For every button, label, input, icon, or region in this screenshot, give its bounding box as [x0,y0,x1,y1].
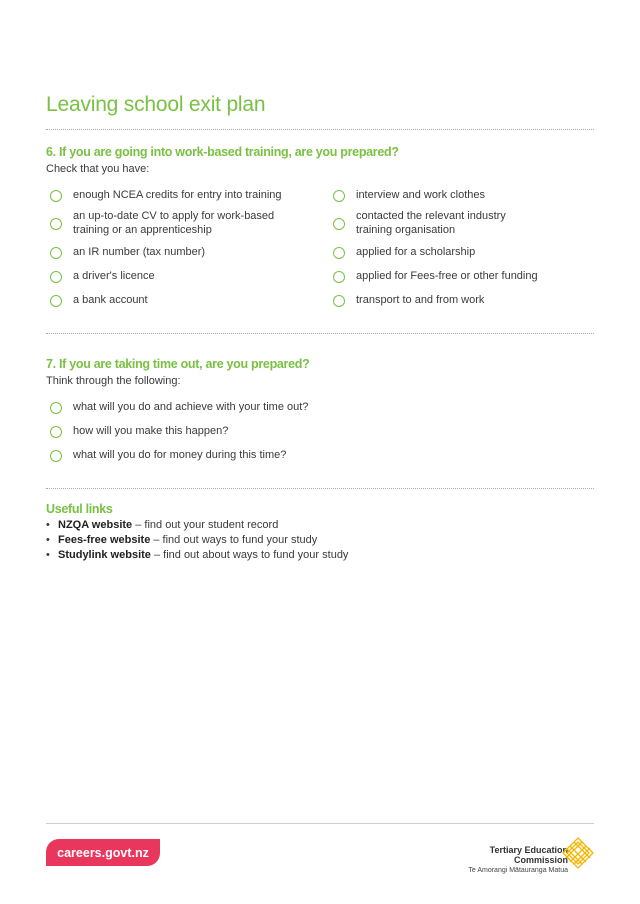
divider [46,488,594,489]
bullet: • [46,549,50,561]
checklist-item[interactable] [333,270,593,284]
footer-divider [46,823,594,824]
checkbox-circle-icon[interactable] [50,247,62,259]
checklist-item-label: enough NCEA credits for entry into training [73,189,282,201]
checklist-item-label: what will you do and achieve with your time out? [73,401,309,413]
checklist-item-label: contacted the relevant industry training organisation [356,210,506,236]
checkbox-circle-icon[interactable] [333,218,345,230]
checkbox-circle-icon[interactable] [50,450,62,462]
divider [46,129,594,130]
list-item [46,548,348,563]
checkbox-circle-icon[interactable] [50,402,62,414]
checkbox-circle-icon[interactable] [50,190,62,202]
checkbox-circle-icon[interactable] [333,190,345,202]
divider [46,333,594,334]
link-description: – find out your student record [132,519,279,531]
link-description: – find out about ways to fund your study [150,549,349,561]
checklist-item-label: applied for a scholarship [356,246,476,258]
checklist-item[interactable] [50,294,300,308]
tec-diamond-logo-icon [562,837,594,869]
section-7-heading: 7. If you are taking time out, are you prepared? [46,357,310,371]
checklist-item-label: how will you make this happen? [73,425,229,437]
list-item [46,518,348,533]
bullet: • [46,519,50,531]
checklist-item[interactable] [50,425,450,439]
checklist-item-label: interview and work clothes [356,189,486,201]
checklist-item-label: a bank account [73,294,148,306]
checklist-item[interactable] [50,449,450,463]
org-name-line2: Commission [513,855,568,865]
section-7-subtitle: Think through the following: [46,375,181,387]
useful-links-list [46,518,348,563]
checkbox-circle-icon[interactable] [50,218,62,230]
checkbox-circle-icon[interactable] [333,295,345,307]
checklist-item[interactable] [50,210,290,237]
checklist-item[interactable] [333,246,593,260]
checklist-item-label: a driver's licence [73,270,155,282]
checklist-item-label: an up-to-date CV to apply for work-based training or an apprenticeship [73,210,275,236]
useful-links-heading: Useful links [46,502,113,516]
section-6-subtitle: Check that you have: [46,163,150,175]
fees-free-link[interactable]: Fees-free website [58,534,151,546]
checklist-item-label: an IR number (tax number) [73,246,206,258]
tec-wordmark [468,845,568,876]
checklist-item-label: applied for Fees-free or other funding [356,270,538,282]
list-item [46,533,348,548]
checkbox-circle-icon[interactable] [333,247,345,259]
checklist-item[interactable] [50,246,300,260]
checklist-item-label: transport to and from work [356,294,485,306]
bullet: • [46,534,50,546]
nzqa-link[interactable]: NZQA website [58,519,133,531]
org-name-line1: Tertiary Education [489,845,568,855]
checklist-item[interactable] [50,401,450,415]
checkbox-circle-icon[interactable] [50,271,62,283]
checklist-item-label: what will you do for money during this time? [73,449,287,461]
checkbox-circle-icon[interactable] [333,271,345,283]
checklist-item[interactable] [50,189,300,203]
careers-link-badge[interactable]: careers.govt.nz [46,839,160,866]
org-maori-name: Te Amorangi Mātauranga Matua [468,867,568,874]
studylink-link[interactable]: Studylink website [58,549,151,561]
checkbox-circle-icon[interactable] [50,426,62,438]
checklist-item[interactable] [333,294,593,308]
checkbox-circle-icon[interactable] [50,295,62,307]
checklist-item[interactable] [50,270,300,284]
link-description: – find out ways to fund your study [150,534,318,546]
section-6-heading: 6. If you are going into work-based training, are you prepared? [46,145,399,159]
checklist-item[interactable] [333,210,593,237]
page-title: Leaving school exit plan [46,93,266,116]
checklist-item[interactable] [333,189,593,203]
